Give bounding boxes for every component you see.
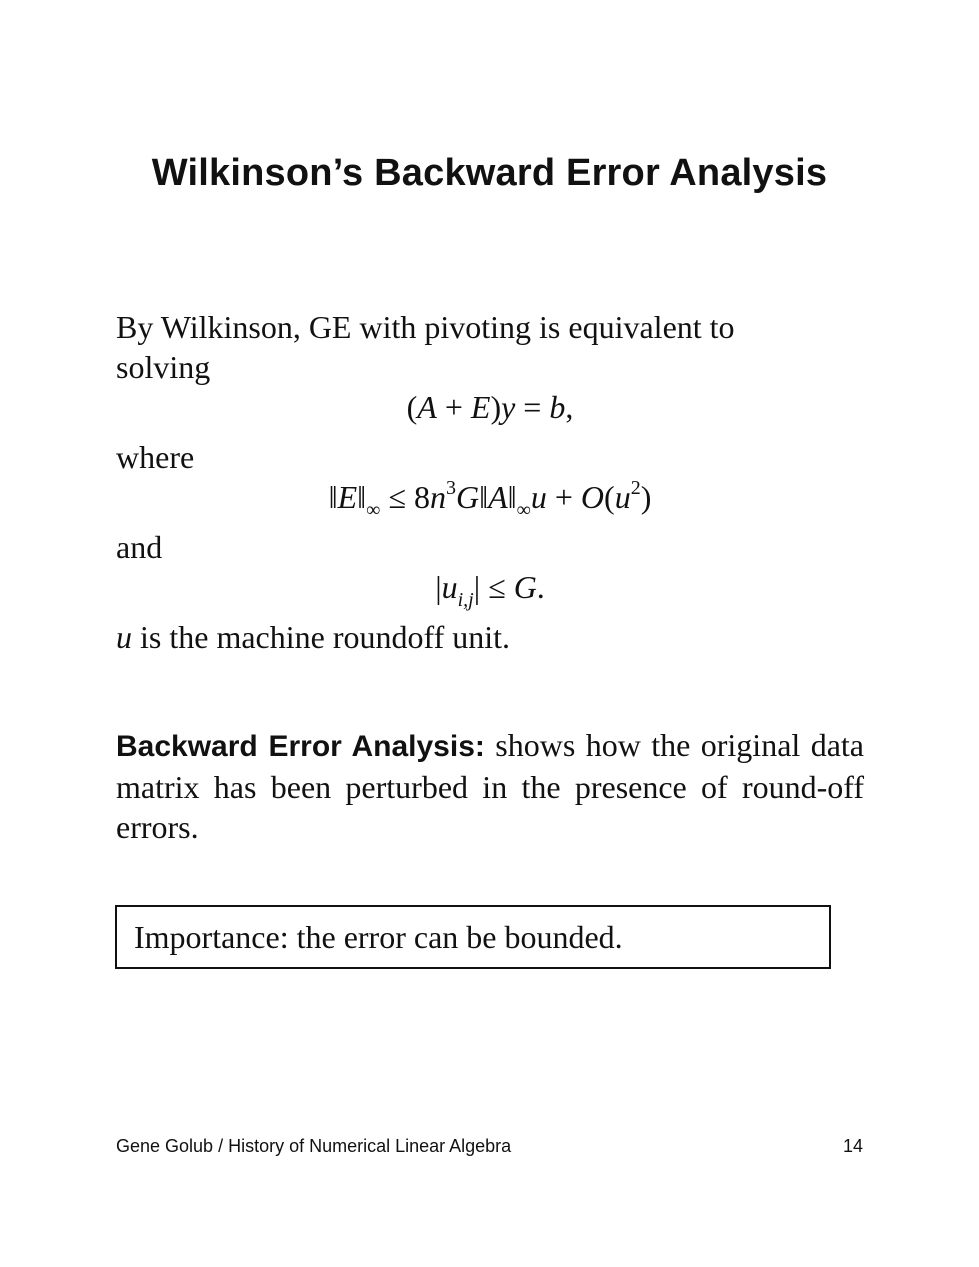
and-text: and bbox=[116, 529, 163, 565]
backward-error-label: Backward Error Analysis: bbox=[116, 730, 485, 763]
eq2-var-e: E bbox=[337, 479, 358, 515]
footer-attribution: Gene Golub / History of Numerical Linear Algebra bbox=[116, 1136, 512, 1156]
eq2-var-n: n bbox=[429, 479, 446, 515]
eq2-norm-open-2: ‖ bbox=[479, 479, 489, 515]
eq2-exp-2: 2 bbox=[630, 477, 641, 499]
eq2-inf-sub: ∞ bbox=[366, 499, 381, 521]
eq2-norm-open: ‖ bbox=[328, 479, 338, 515]
eq2-paren-open: ( bbox=[604, 479, 615, 515]
eq2-plus: + bbox=[546, 479, 581, 515]
eq3-bar-close: | bbox=[473, 569, 481, 605]
eq1-comma: , bbox=[565, 389, 574, 425]
eq1-var-y: y bbox=[501, 389, 516, 425]
eq1-plus: + bbox=[436, 389, 471, 425]
roundoff-unit-text bbox=[116, 617, 864, 657]
importance-box bbox=[115, 905, 831, 969]
eq1-close-paren: ) bbox=[490, 389, 502, 425]
eq3-var-g: G bbox=[513, 569, 537, 605]
equation-error-bound bbox=[116, 477, 864, 521]
intro-paragraph bbox=[116, 307, 864, 387]
eq1-equals: = bbox=[515, 389, 550, 425]
intro-line-2: solving bbox=[116, 349, 211, 385]
backward-error-description: shows how the original data matrix has been perturbed in the presence of round-off errors. bbox=[116, 727, 864, 845]
intro-line-1: By Wilkinson, GE with pivoting is equivalent to bbox=[116, 309, 735, 345]
eq2-inf-sub-2: ∞ bbox=[516, 499, 531, 521]
eq1-var-b: b bbox=[549, 389, 566, 425]
where-text: where bbox=[116, 439, 195, 475]
eq1-var-a: A bbox=[417, 389, 437, 425]
eq2-var-u: u bbox=[530, 479, 547, 515]
eq2-leq-8: ≤ 8 bbox=[380, 479, 430, 515]
eq3-leq: ≤ bbox=[480, 569, 514, 605]
eq1-open-paren: ( bbox=[406, 389, 418, 425]
eq3-var-u: u bbox=[441, 569, 458, 605]
importance-text: Importance: the error can be bounded. bbox=[134, 919, 623, 955]
roundoff-description: is the machine roundoff unit. bbox=[132, 619, 510, 655]
equation-growth-bound bbox=[116, 567, 864, 611]
eq1-var-e: E bbox=[470, 389, 491, 425]
u-variable: u bbox=[116, 619, 132, 655]
eq2-paren-close: ) bbox=[640, 479, 652, 515]
equation-linear-system bbox=[116, 387, 864, 427]
eq2-norm-close-2: ‖ bbox=[507, 479, 517, 515]
page-number: 14 bbox=[842, 1136, 863, 1156]
eq2-var-u-2: u bbox=[614, 479, 631, 515]
eq2-norm-close: ‖ bbox=[357, 479, 367, 515]
eq3-period: . bbox=[536, 569, 545, 605]
eq2-big-o: O bbox=[580, 479, 605, 515]
eq2-exp-3: 3 bbox=[445, 477, 456, 499]
eq2-var-a: A bbox=[488, 479, 508, 515]
eq3-sub-ij: i,j bbox=[457, 589, 474, 611]
eq2-var-g: G bbox=[455, 479, 480, 515]
slide-title: Wilkinson’s Backward Error Analysis bbox=[151, 152, 828, 194]
eq3-bar-open: | bbox=[435, 569, 442, 605]
backward-error-paragraph bbox=[116, 725, 864, 847]
